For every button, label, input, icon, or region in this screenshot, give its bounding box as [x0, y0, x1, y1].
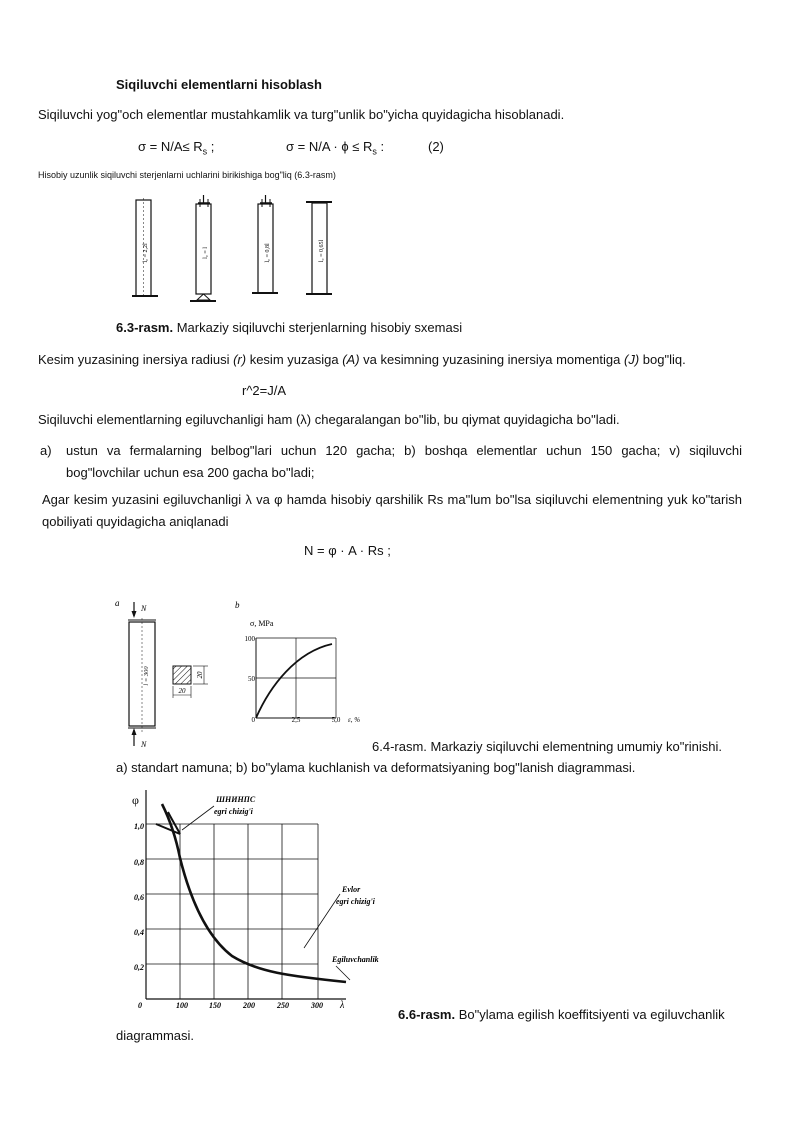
small-note: Hisobiy uzunlik siqiluvchi sterjenlarni uchlarini birikishiga bog"liq (6.3-rasm) [38, 170, 336, 180]
intro-paragraph: Siqiluvchi yog"och elementlar mustahkamlik va turg"unlik bo"yicha quyidagicha hisoblanadi. [38, 107, 565, 122]
fig66-y-tick-0-4: 0,4 [134, 928, 144, 937]
rod-label-1: l₀ = 2,2l [143, 243, 149, 263]
rod-label-4: l₀ = 0,65l [319, 239, 325, 263]
section-title: Siqiluvchi elementlarni hisoblash [116, 77, 322, 92]
fig64-dim-width: 20 [178, 687, 186, 695]
fig64-x-tick-2-5: 2,5 [291, 716, 301, 724]
fig66-x-tick-200: 200 [243, 1001, 255, 1010]
fig66-curve3-label: Egiluvchanlik [332, 955, 379, 964]
fig64-x-axis-label: ε, % [348, 716, 361, 724]
formula-capacity: N = φ · A · Rs ; [304, 543, 391, 558]
fig64-length-label: l = 300 [143, 666, 150, 686]
fig66-y-tick-0: 0 [138, 1001, 142, 1010]
formula-radius: r^2=J/A [242, 383, 287, 398]
figure-6-4-caption-line1: 6.4-rasm. Markaziy siqiluvchi elementning umumiy ko"rinishi. [372, 739, 722, 754]
fig64-label-a: a [115, 598, 120, 608]
fig64-y-tick-50: 50 [248, 675, 255, 683]
fig64-x-tick-5: 5,0 [331, 716, 341, 724]
figure-6-6-caption: 6.6-rasm. Bo"ylama egilish koeffitsiyenti va egiluvchanlik [398, 1007, 725, 1022]
fig66-x-tick-150: 150 [209, 1001, 221, 1010]
formula-stability-right: σ = N/A · ϕ ≤ R [286, 139, 373, 154]
fig64-y-tick-0: 0 [251, 716, 255, 724]
fig64-dim-height: 20 [196, 671, 204, 679]
rod-label-3: l₀ = 0,8l [265, 243, 271, 263]
formula-stress-left: σ = N/A≤ R [138, 139, 203, 154]
fig66-y-tick-0-2: 0,2 [134, 963, 144, 972]
fig64-y-tick-100: 100 [244, 635, 255, 643]
fig66-grid [146, 790, 346, 999]
list-marker: a) [40, 443, 52, 458]
list-text: ustun va fermalarning belbog"lari uchun 120 gacha; b) boshqa elementlar uchun 150 gacha; v) siqiluvchi bog"lovchilar uchun esa 200 gacha bo"ladi; [66, 443, 742, 480]
figure-6-6-caption-line2: diagrammasi. [116, 1028, 195, 1043]
fig66-y-tick-0-6: 0,6 [134, 893, 144, 902]
fig66-y-tick-1-0: 1,0 [134, 822, 144, 831]
fig66-curve2-label-line2: egri chizig'i [336, 897, 375, 906]
figure-6-4-caption-line2: a) standart namuna; b) bo"ylama kuchlanish va deformatsiyaning bog"lanish diagrammasi. [116, 760, 636, 775]
capacity-paragraph: Agar kesim yuzasini egiluvchanligi λ va φ hamda hisobiy qarshilik Rs ma"lum bo"lsa siqiluvchi elementning yuk ko"tarish qobiliyati quyidagicha aniqlanadi [42, 492, 742, 529]
figure-6-6 [118, 786, 408, 1016]
fig66-x-label: λ [340, 1000, 345, 1011]
fig64-N-bottom: N [141, 740, 147, 749]
limits-list-item [40, 440, 742, 484]
fig66-curve2-label-line1: Evlor [342, 885, 361, 894]
formula-stress: $\sigma = N/A\le R_s$ ; [138, 139, 215, 157]
fig66-x-tick-250: 250 [277, 1001, 289, 1010]
figure-6-4 [112, 594, 372, 754]
fig66-curve1-label-line2: egri chizig'i [214, 807, 253, 816]
formula-stability: $\sigma = N/A \cdot \phi \le R_s$ : [286, 139, 385, 157]
fig66-curves [156, 804, 346, 982]
fig66-y-label: φ [132, 793, 139, 807]
figure-6-3-caption: 6.3-rasm. Markaziy siqiluvchi sterjenlarning hisobiy sxemasi [116, 320, 463, 335]
fig64-label-b: b [235, 600, 240, 610]
fig64-N-top: N [141, 604, 147, 613]
fig66-x-tick-100: 100 [176, 1001, 188, 1010]
flexibility-paragraph: Siqiluvchi elementlarning egiluvchanligi ham (λ) chegaralangan bo"lib, bu qiymat quyidagicha bo"ladi. [38, 412, 620, 427]
fig64-stress-strain-plot [256, 638, 336, 718]
fig64-y-axis-label: σ, MPa [250, 619, 274, 628]
fig66-curve1-label-line1: ШНИНПС [216, 795, 256, 804]
fig66-x-tick-300: 300 [311, 1001, 323, 1010]
fig66-y-tick-0-8: 0,8 [134, 858, 144, 867]
figure-6-3 [120, 193, 350, 305]
formula-number: (2) [428, 139, 444, 154]
rod-label-2: l₀ = l [203, 247, 209, 259]
radius-paragraph: Kesim yuzasining inersiya radiusi (r) kesim yuzasiga (A) va kesimning yuzasining inersiya momentiga (J) bog"liq. [38, 352, 686, 367]
fig64-curve [256, 644, 332, 718]
